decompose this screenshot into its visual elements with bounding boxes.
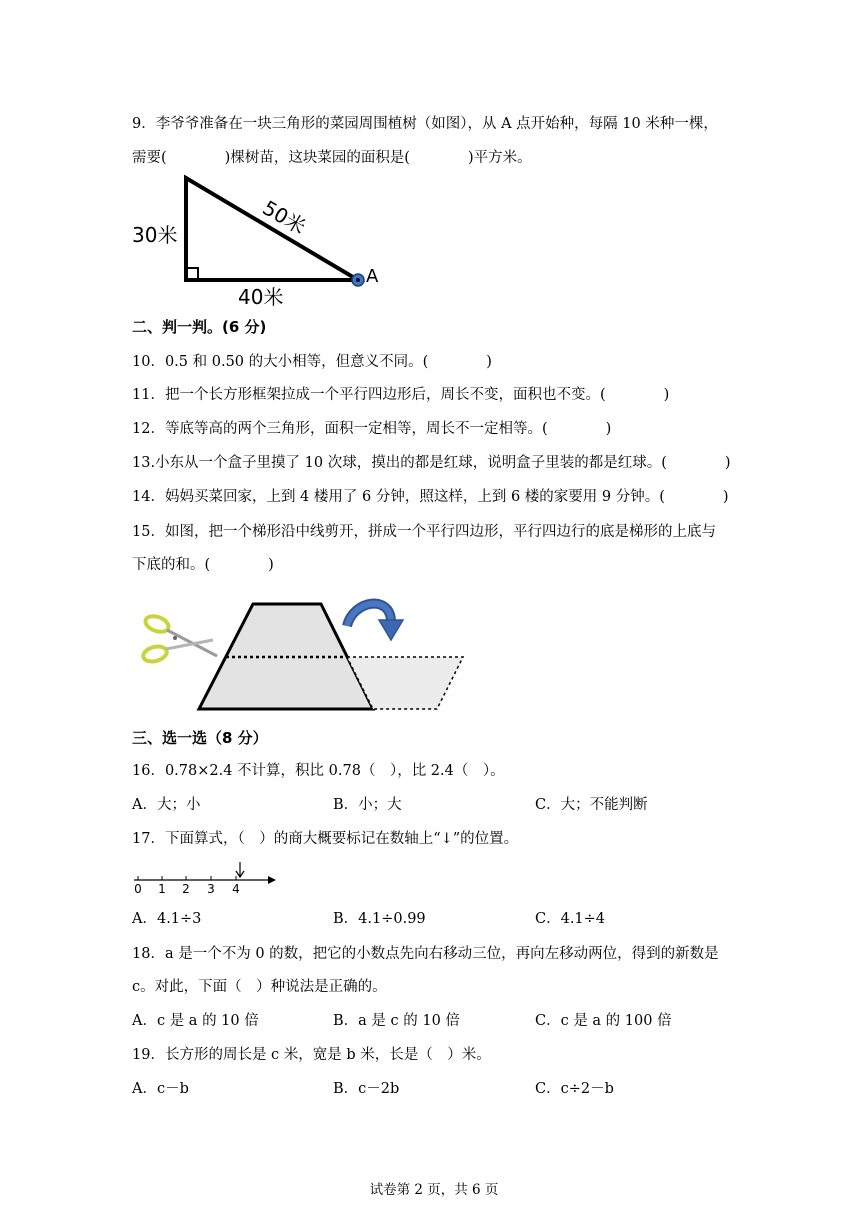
q17-stem: 17．下面算式，（ ）的商大概要标记在数轴上“↓”的位置。: [132, 831, 519, 847]
label-40m: 40米: [238, 285, 284, 309]
q11: 11．把一个长方形框架拉成一个平行四边形后，周长不变，面积也不变。( ): [132, 387, 670, 403]
q15-line2: 下底的和。( ): [132, 557, 274, 573]
triangle-shape: [186, 178, 358, 280]
trapezoid-figure: [135, 596, 475, 716]
q9-line1: 9．李爷爷准备在一块三角形的菜园周围植树（如图），从 A 点开始种，每隔 10 米种一棵，: [132, 116, 718, 132]
q18-option-c: C．c 是 a 的 100 倍: [535, 1013, 672, 1029]
q10: 10．0.5 和 0.50 的大小相等，但意义不同。( ): [132, 354, 492, 370]
tick-3: 3: [207, 882, 215, 896]
tick-0: 0: [134, 882, 142, 896]
scissors-icon: [142, 613, 217, 664]
q9-line2: 需要( )棵树苗，这块菜园的面积是( )平方米。: [132, 150, 532, 166]
q18-line1: 18．a 是一个不为 0 的数，把它的小数点先向右移动三位，再向左移动两位，得到的新数是: [132, 946, 719, 962]
label-point-a: A: [366, 266, 379, 287]
q12: 12．等底等高的两个三角形，面积一定相等，周长不一定相等。( ): [132, 421, 612, 437]
q13: 13.小东从一个盒子里摸了 10 次球，摸出的都是红球，说明盒子里装的都是红球。( ): [132, 455, 731, 471]
q16-stem: 16．0.78×2.4 不计算，积比 0.78（ ），比 2.4（ ）。: [132, 763, 505, 779]
page-footer: 试卷第 2 页，共 6 页: [369, 1182, 499, 1198]
tick-4: 4: [232, 882, 240, 896]
label-50m: 50米: [258, 195, 310, 240]
q19-stem: 19．长方形的周长是 c 米，宽是 b 米，长是（ ）米。: [132, 1047, 491, 1063]
q19-option-a: A．c－b: [132, 1081, 189, 1097]
down-arrow-marker-icon: [236, 862, 244, 877]
label-30m: 30米: [132, 223, 178, 247]
triangle-figure: [128, 170, 388, 310]
q19-option-c: C．c÷2－b: [535, 1081, 614, 1097]
number-line: [128, 860, 278, 900]
q18-line2: c。对此，下面（ ）种说法是正确的。: [132, 979, 387, 995]
q14: 14．妈妈买菜回家，上到 4 楼用了 6 分钟，照这样，上到 6 楼的家要用 9 分钟。( ): [132, 489, 729, 505]
q18-option-b: B．a 是 c 的 10 倍: [333, 1013, 460, 1029]
tick-1: 1: [158, 882, 166, 896]
q15-line1: 15．如图，把一个梯形沿中线剪开，拼成一个平行四边形，平行四边行的底是梯形的上底与: [132, 524, 716, 540]
q17-option-a: A．4.1÷3: [132, 911, 202, 927]
q16-option-c: C．大；不能判断: [535, 797, 648, 813]
tick-2: 2: [182, 882, 190, 896]
q16-option-a: A．大；小: [132, 797, 201, 813]
q16-option-b: B．小；大: [333, 797, 402, 813]
q17-option-c: C．4.1÷4: [535, 911, 606, 927]
curved-arrow-icon: [347, 604, 403, 640]
q19-option-b: B．c－2b: [333, 1081, 400, 1097]
section3-title: 三、选一选（8 分）: [132, 729, 268, 747]
q18-option-a: A．c 是 a 的 10 倍: [132, 1013, 259, 1029]
q17-option-b: B．4.1÷0.99: [333, 911, 426, 927]
section2-title: 二、判一判。(6 分): [132, 318, 267, 336]
axis-arrow-icon: [268, 876, 276, 884]
